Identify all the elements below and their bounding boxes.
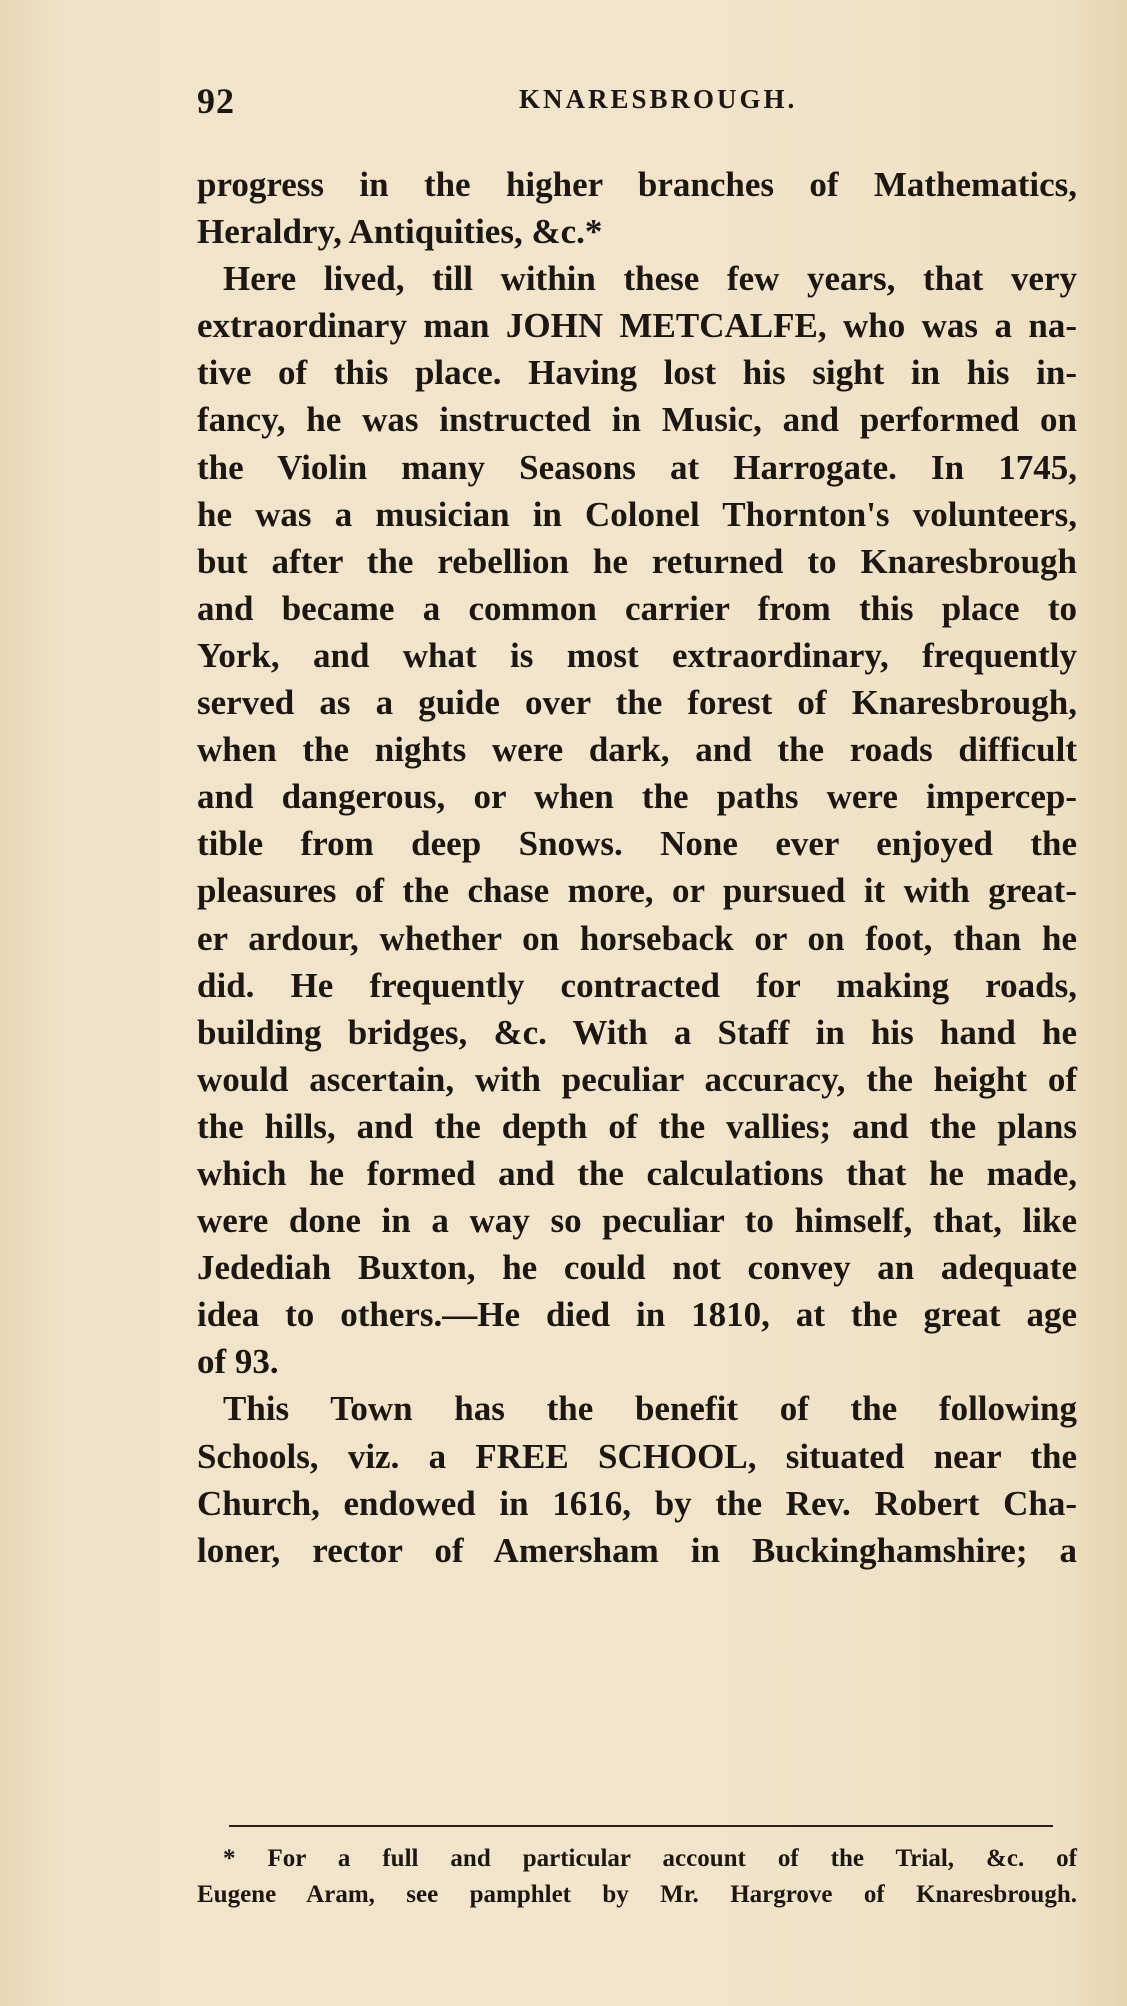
body-line: pleasures of the chase more, or pursued it with great-: [197, 871, 1077, 911]
body-line: Schools, viz. a FREE SCHOOL, situated near the: [197, 1436, 1077, 1476]
footnote: [197, 1841, 1077, 1913]
body-line: building bridges, &c. With a Staff in his hand he: [197, 1012, 1077, 1052]
body-line: and dangerous, or when the paths were impercep-: [197, 777, 1077, 817]
page-number: 92: [197, 81, 235, 121]
body-line: extraordinary man JOHN METCALFE, who was a na-: [197, 306, 1077, 346]
body-line: loner, rector of Amersham in Buckinghamshire; a: [197, 1530, 1077, 1570]
body-line: were done in a way so peculiar to himself, that, like: [197, 1201, 1077, 1241]
footnote-divider: [229, 1825, 1053, 1827]
body-line: he was a musician in Colonel Thornton's volunteers,: [197, 494, 1077, 534]
body-line: and became a common carrier from this place to: [197, 588, 1077, 628]
footnote-line: Eugene Aram, see pamphlet by Mr. Hargrove of Knaresbrough.: [197, 1881, 1077, 1908]
body-line: Here lived, till within these few years, that very: [223, 259, 1077, 299]
body-line: when the nights were dark, and the roads difficult: [197, 730, 1077, 770]
body-line: which he formed and the calculations that he made,: [197, 1153, 1077, 1193]
body-line: the Violin many Seasons at Harrogate. In 1745,: [197, 447, 1077, 487]
body-line: idea to others.—He died in 1810, at the great age: [197, 1295, 1077, 1335]
body-line: but after the rebellion he returned to Knaresbrough: [197, 541, 1077, 581]
running-title: KNARESBROUGH.: [519, 84, 798, 114]
body-line: progress in the higher branches of Mathematics,: [197, 165, 1077, 204]
body-line: er ardour, whether on horseback or on foot, than he: [197, 918, 1077, 958]
body-line: of 93.: [197, 1342, 279, 1382]
body-line: fancy, he was instructed in Music, and performed on: [197, 400, 1077, 440]
body-line: would ascertain, with peculiar accuracy, the height of: [197, 1059, 1077, 1099]
body-line: Jedediah Buxton, he could not convey an adequate: [197, 1248, 1077, 1288]
body-line: tible from deep Snows. None ever enjoyed the: [197, 824, 1077, 864]
body-line: York, and what is most extraordinary, frequently: [197, 635, 1077, 675]
body-line: the hills, and the depth of the vallies; and the plans: [197, 1106, 1077, 1146]
body-line: Heraldry, Antiquities, &c.*: [197, 212, 603, 252]
body-text: [197, 161, 1077, 1574]
body-line: tive of this place. Having lost his sight in his in-: [197, 353, 1077, 393]
body-line: served as a guide over the forest of Knaresbrough,: [197, 683, 1077, 723]
body-line: This Town has the benefit of the following: [223, 1389, 1077, 1429]
body-line: Church, endowed in 1616, by the Rev. Robert Cha-: [197, 1483, 1077, 1523]
footnote-line: * For a full and particular account of the Trial, &c. of: [223, 1845, 1077, 1872]
running-head: [197, 80, 1077, 130]
body-line: did. He frequently contracted for making roads,: [197, 965, 1077, 1005]
